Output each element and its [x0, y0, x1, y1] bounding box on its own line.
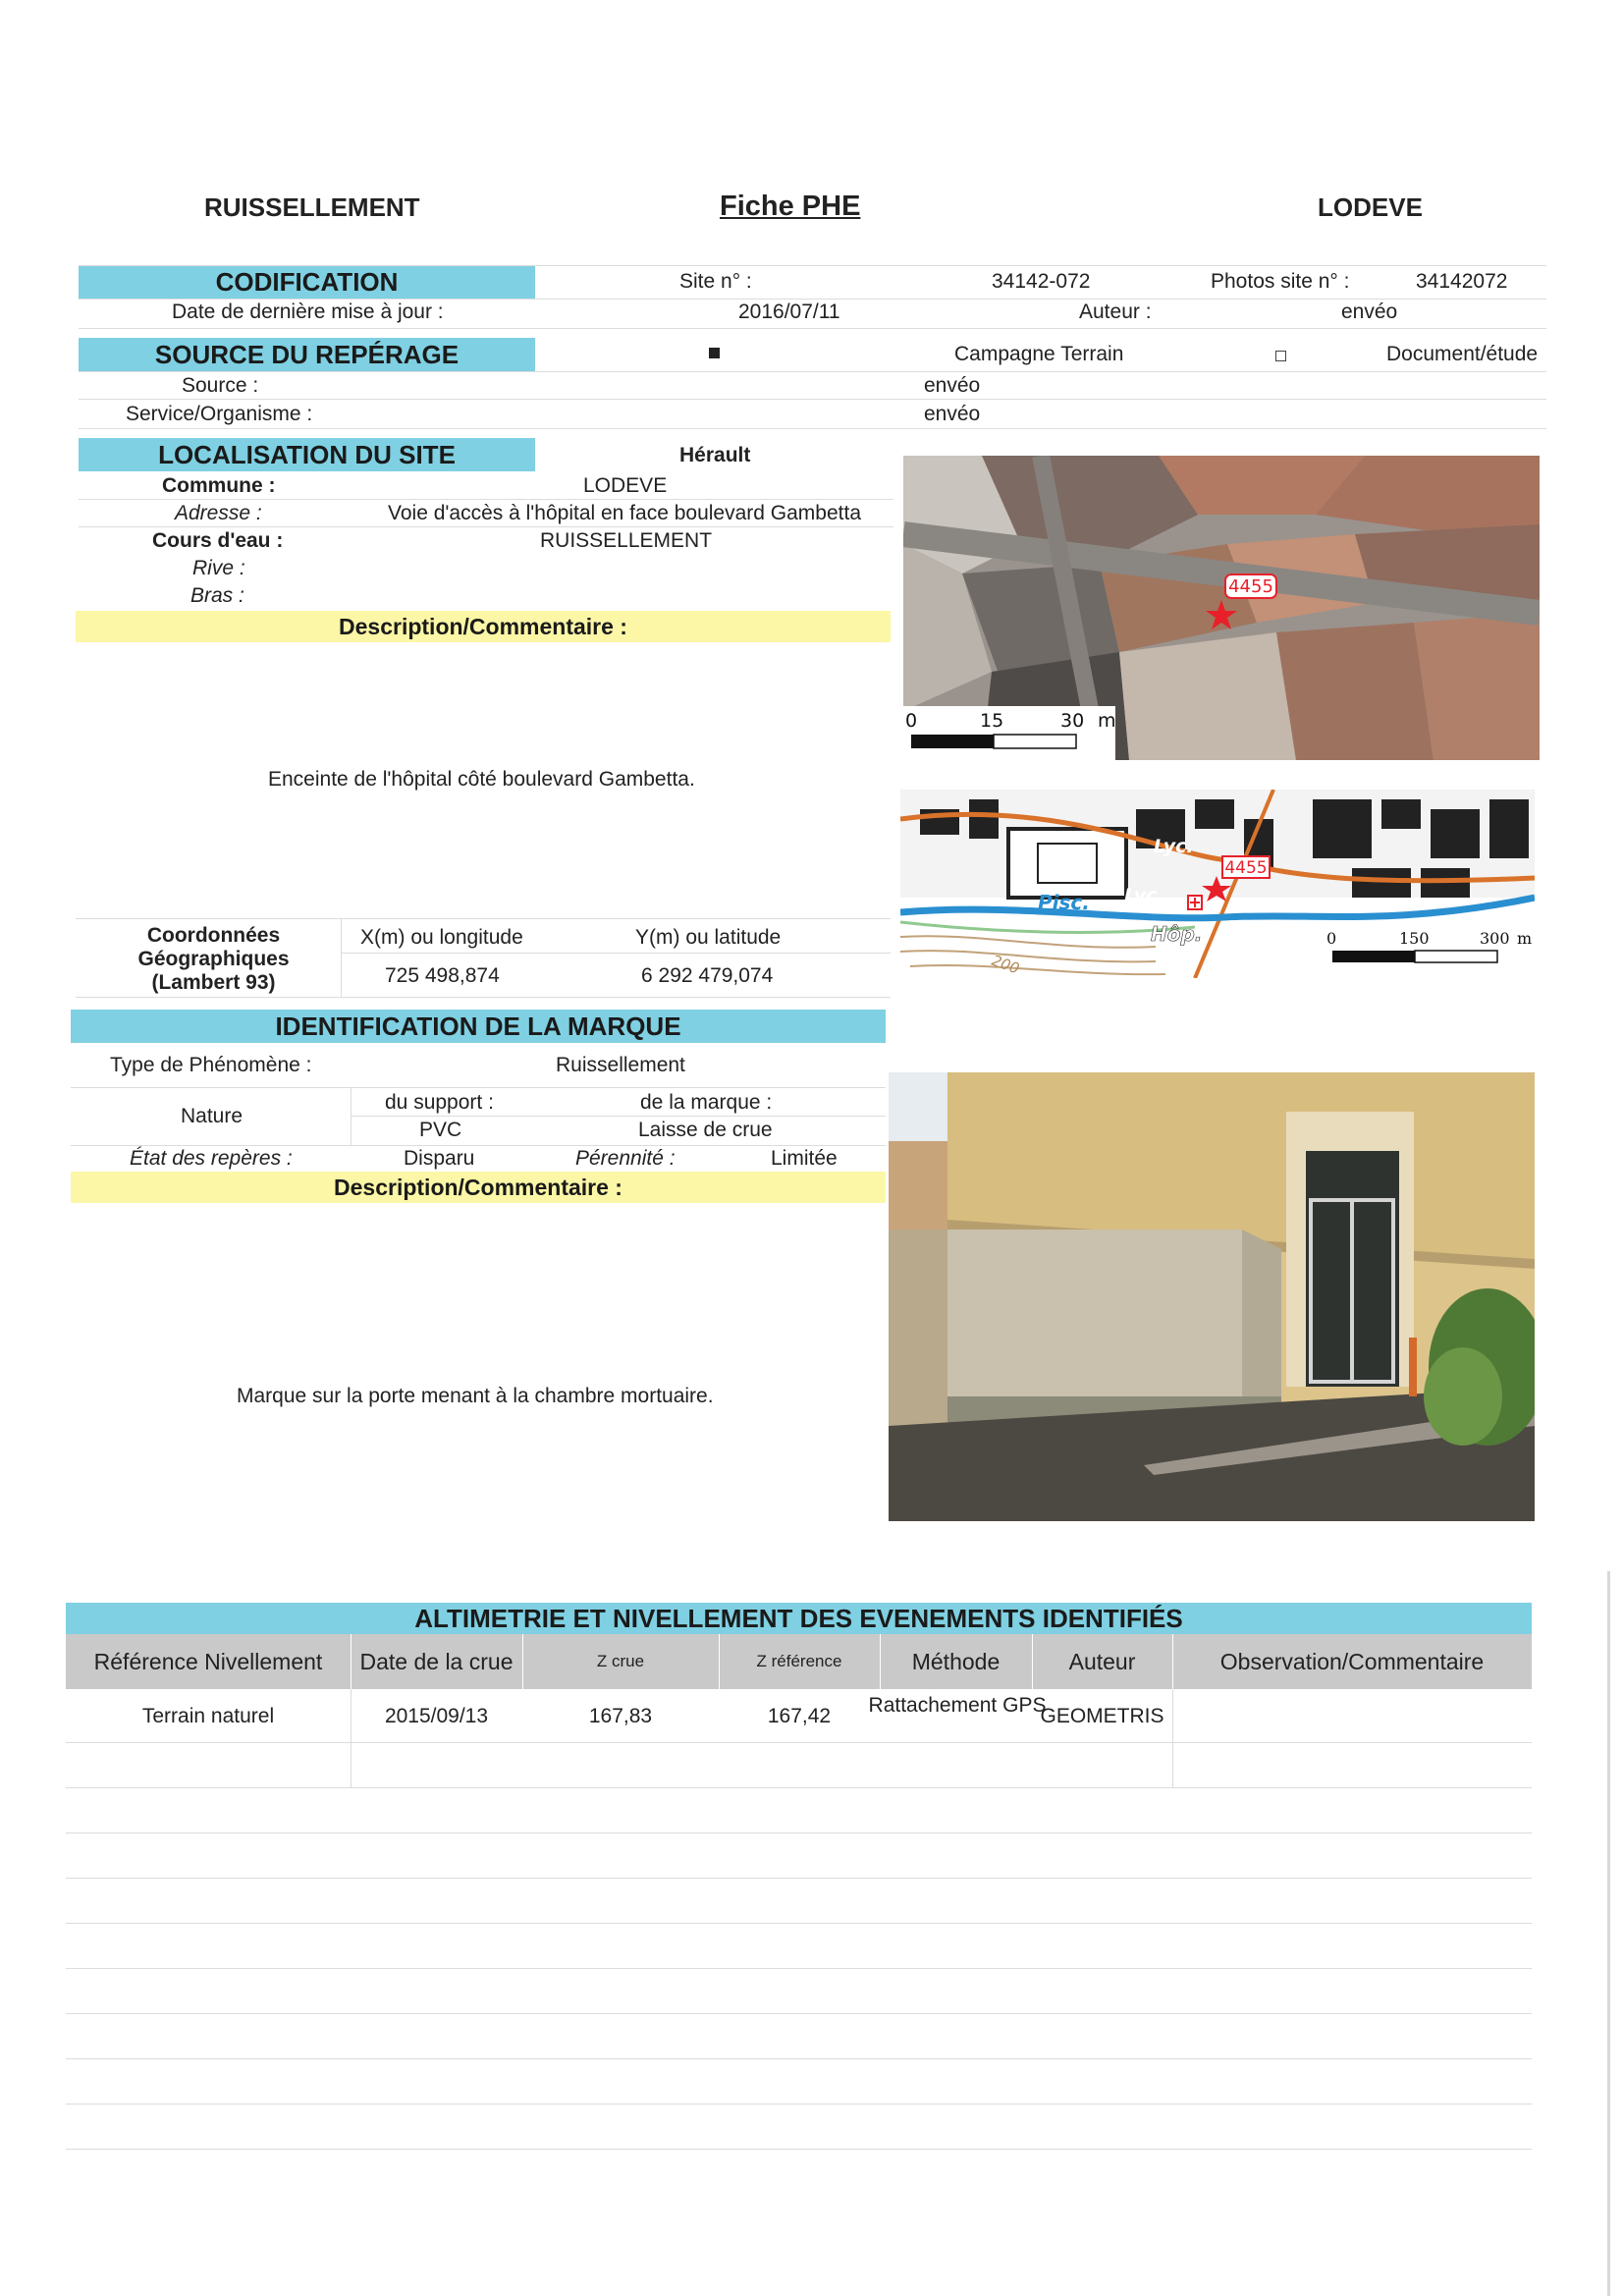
departement: Hérault: [679, 444, 751, 466]
source-value: envéo: [924, 374, 981, 397]
col-methode: Méthode: [911, 1649, 1001, 1674]
svg-text:300: 300: [1480, 929, 1510, 948]
cours-label: Cours d'eau :: [152, 529, 284, 552]
svg-text:Lyc.: Lyc.: [1154, 836, 1194, 857]
source-label: Source :: [182, 374, 259, 397]
col-auteur: Auteur: [1068, 1649, 1136, 1674]
table-cell: Terrain naturel: [141, 1705, 275, 1727]
campagne-checkbox-checked[interactable]: [709, 348, 720, 358]
perennite-label: Pérennité :: [575, 1147, 676, 1170]
support-label: du support :: [385, 1091, 494, 1114]
page-title: Fiche PHE: [720, 191, 861, 222]
photos-value: 34142072: [1416, 270, 1508, 293]
marque-value: Laisse de crue: [638, 1119, 773, 1141]
table-cell: Rattachement GPS: [868, 1694, 1047, 1717]
aerial-marker-label: 4455: [1228, 576, 1273, 597]
cours-value: RUISSELLEMENT: [540, 529, 713, 552]
codification-title: CODIFICATION: [79, 265, 535, 299]
svg-text:30: 30: [1060, 710, 1085, 732]
rive-label: Rive :: [192, 557, 245, 579]
service-value: envéo: [924, 403, 981, 425]
etat-label: État des repères :: [130, 1147, 293, 1170]
header-commune: LODEVE: [1318, 192, 1423, 222]
table-cell: GEOMETRIS: [1040, 1705, 1164, 1727]
date-label: Date de dernière mise à jour :: [172, 301, 444, 323]
type-value: Ruissellement: [556, 1054, 685, 1076]
col-date: Date de la crue: [359, 1649, 514, 1674]
localisation-desc-text: Enceinte de l'hôpital côté boulevard Gambetta.: [268, 768, 695, 791]
svg-text:0: 0: [1326, 929, 1337, 948]
table-cell: 167,83: [588, 1705, 653, 1727]
localisation-desc-title: Description/Commentaire :: [76, 611, 891, 642]
topo-marker-label: 4455: [1224, 858, 1268, 878]
identification-desc-title: Description/Commentaire :: [71, 1172, 886, 1203]
table-cell: 2015/09/13: [384, 1705, 489, 1727]
svg-text:m: m: [1098, 710, 1116, 732]
auteur-value: envéo: [1341, 301, 1398, 323]
svg-text:150: 150: [1399, 929, 1430, 948]
etat-value: Disparu: [404, 1147, 475, 1170]
support-value: PVC: [419, 1119, 462, 1141]
col-z-reference: Z référence: [756, 1652, 842, 1670]
site-photo: [889, 1072, 1535, 1521]
svg-text:m: m: [1517, 929, 1533, 948]
col-observation: Observation/Commentaire: [1219, 1649, 1485, 1674]
service-label: Service/Organisme :: [126, 403, 313, 425]
col-z-crue: Z crue: [596, 1652, 645, 1670]
campagne-label: Campagne Terrain: [954, 343, 1124, 365]
site-value: 34142-072: [992, 270, 1091, 293]
svg-text:Lyc.: Lyc.: [1124, 885, 1164, 906]
document-checkbox[interactable]: [1275, 351, 1286, 361]
source-title: SOURCE DU REPÉRAGE: [79, 338, 535, 371]
aerial-map: [903, 456, 1540, 760]
identification-title: IDENTIFICATION DE LA MARQUE: [71, 1010, 886, 1043]
adresse-label: Adresse :: [175, 502, 262, 524]
nature-label: Nature: [181, 1105, 243, 1127]
marque-label: de la marque :: [640, 1091, 773, 1114]
photos-label: Photos site n° :: [1211, 270, 1350, 293]
x-label: X(m) ou longitude: [360, 926, 523, 949]
localisation-title: LOCALISATION DU SITE: [79, 438, 535, 471]
identification-desc-text: Marque sur la porte menant à la chambre mortuaire.: [237, 1385, 714, 1407]
col-reference: Référence Nivellement: [93, 1649, 323, 1674]
svg-text:Hôp.: Hôp.: [1151, 922, 1203, 946]
date-value: 2016/07/11: [738, 301, 840, 323]
type-label: Type de Phénomène :: [110, 1054, 312, 1076]
svg-text:200: 200: [989, 951, 1022, 978]
adresse-value: Voie d'accès à l'hôpital en face boulevard Gambetta: [388, 502, 861, 524]
auteur-label: Auteur :: [1079, 301, 1152, 323]
x-value: 725 498,874: [385, 964, 500, 987]
y-label: Y(m) ou latitude: [635, 926, 782, 949]
y-value: 6 292 479,074: [641, 964, 774, 987]
coord-title: Coordonnées Géographiques (Lambert 93): [137, 924, 290, 994]
svg-text:15: 15: [980, 710, 1004, 732]
svg-text:Pisc.: Pisc.: [1038, 891, 1090, 914]
scan-edge: [1607, 1571, 1610, 2296]
bras-label: Bras :: [190, 584, 244, 607]
altimetrie-title: ALTIMETRIE ET NIVELLEMENT DES EVENEMENTS IDENTIFIÉS: [66, 1603, 1532, 1634]
perennite-value: Limitée: [771, 1147, 838, 1170]
table-cell: 167,42: [767, 1705, 832, 1727]
site-label: Site n° :: [679, 270, 752, 293]
header-category: RUISSELLEMENT: [204, 192, 420, 222]
topographic-map: [900, 790, 1535, 978]
svg-text:0: 0: [905, 710, 918, 732]
commune-label: Commune :: [162, 474, 276, 497]
document-label: Document/étude: [1386, 343, 1539, 365]
commune-value: LODEVE: [583, 474, 668, 497]
